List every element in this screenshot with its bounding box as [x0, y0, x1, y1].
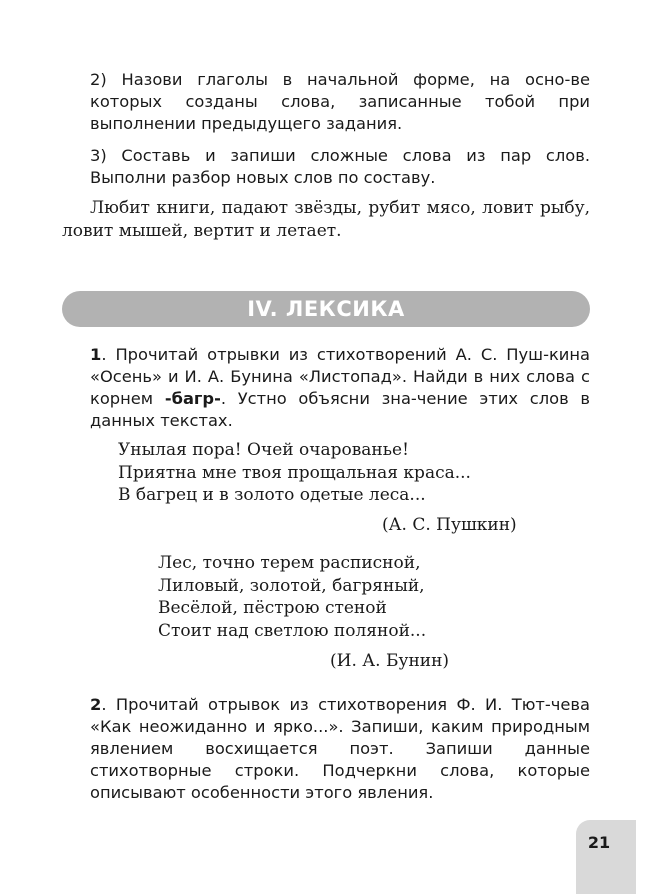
example-phrases: Любит книги, падают звёзды, рубит мясо, ловит рыбу, ловит мышей, вертит и летает.	[62, 198, 590, 241]
page-number: 21	[576, 820, 636, 894]
poem-line: Стоит над светлою поляной...	[158, 620, 427, 641]
poem-bunin-author: (И. А. Бунин)	[330, 651, 450, 671]
section-banner	[62, 291, 590, 327]
task-1	[90, 344, 590, 432]
task-item-3: 3) Составь и запиши сложные слова из пар слов. Выполни разбор новых слов по составу.	[90, 146, 590, 187]
task-2-text: . Прочитай отрывок из стихотворения Ф. И. Тют-чева «Как неожиданно и ярко...». Запиши, каким природным явлением восхищается поэт. Запиши данные стихотворные строки. Подчеркни слова, которые описывают особенности этого явления.	[90, 695, 590, 802]
section-title: IV. ЛЕКСИКА	[247, 297, 405, 321]
poem-bunin	[158, 552, 426, 642]
poem-line: Унылая пора! Очей очарованье!	[118, 440, 409, 460]
task-1-number: 1	[90, 345, 102, 364]
task-2	[90, 694, 590, 804]
task-1-text-after: . Устно объясни зна-чение этих слов в данных текстах.	[90, 389, 590, 430]
poem-pushkin	[118, 439, 471, 507]
poem-line: Весёлой, пёстрою стеной	[158, 598, 387, 618]
poem-line: Приятна мне твоя прощальная краса...	[118, 462, 471, 483]
task-1-root: -багр-	[164, 389, 221, 408]
task-1-text-before: . Прочитай отрывки из стихотворений А. С. Пуш-кина «Осень» и И. А. Бунина «Листопад». Найди в них слова с корнем	[90, 345, 590, 408]
poem-line: Лес, точно терем расписной,	[158, 553, 421, 573]
task-item-2: 2) Назови глаголы в начальной форме, на осно-ве которых созданы слова, записанные тобой при выполнении предыдущего задания.	[90, 70, 590, 133]
poem-line: В багрец и в золото одетые леса...	[118, 485, 426, 505]
task-2-number: 2	[90, 695, 102, 714]
poem-pushkin-author: (А. С. Пушкин)	[382, 515, 517, 535]
poem-line: Лиловый, золотой, багряный,	[158, 575, 425, 596]
